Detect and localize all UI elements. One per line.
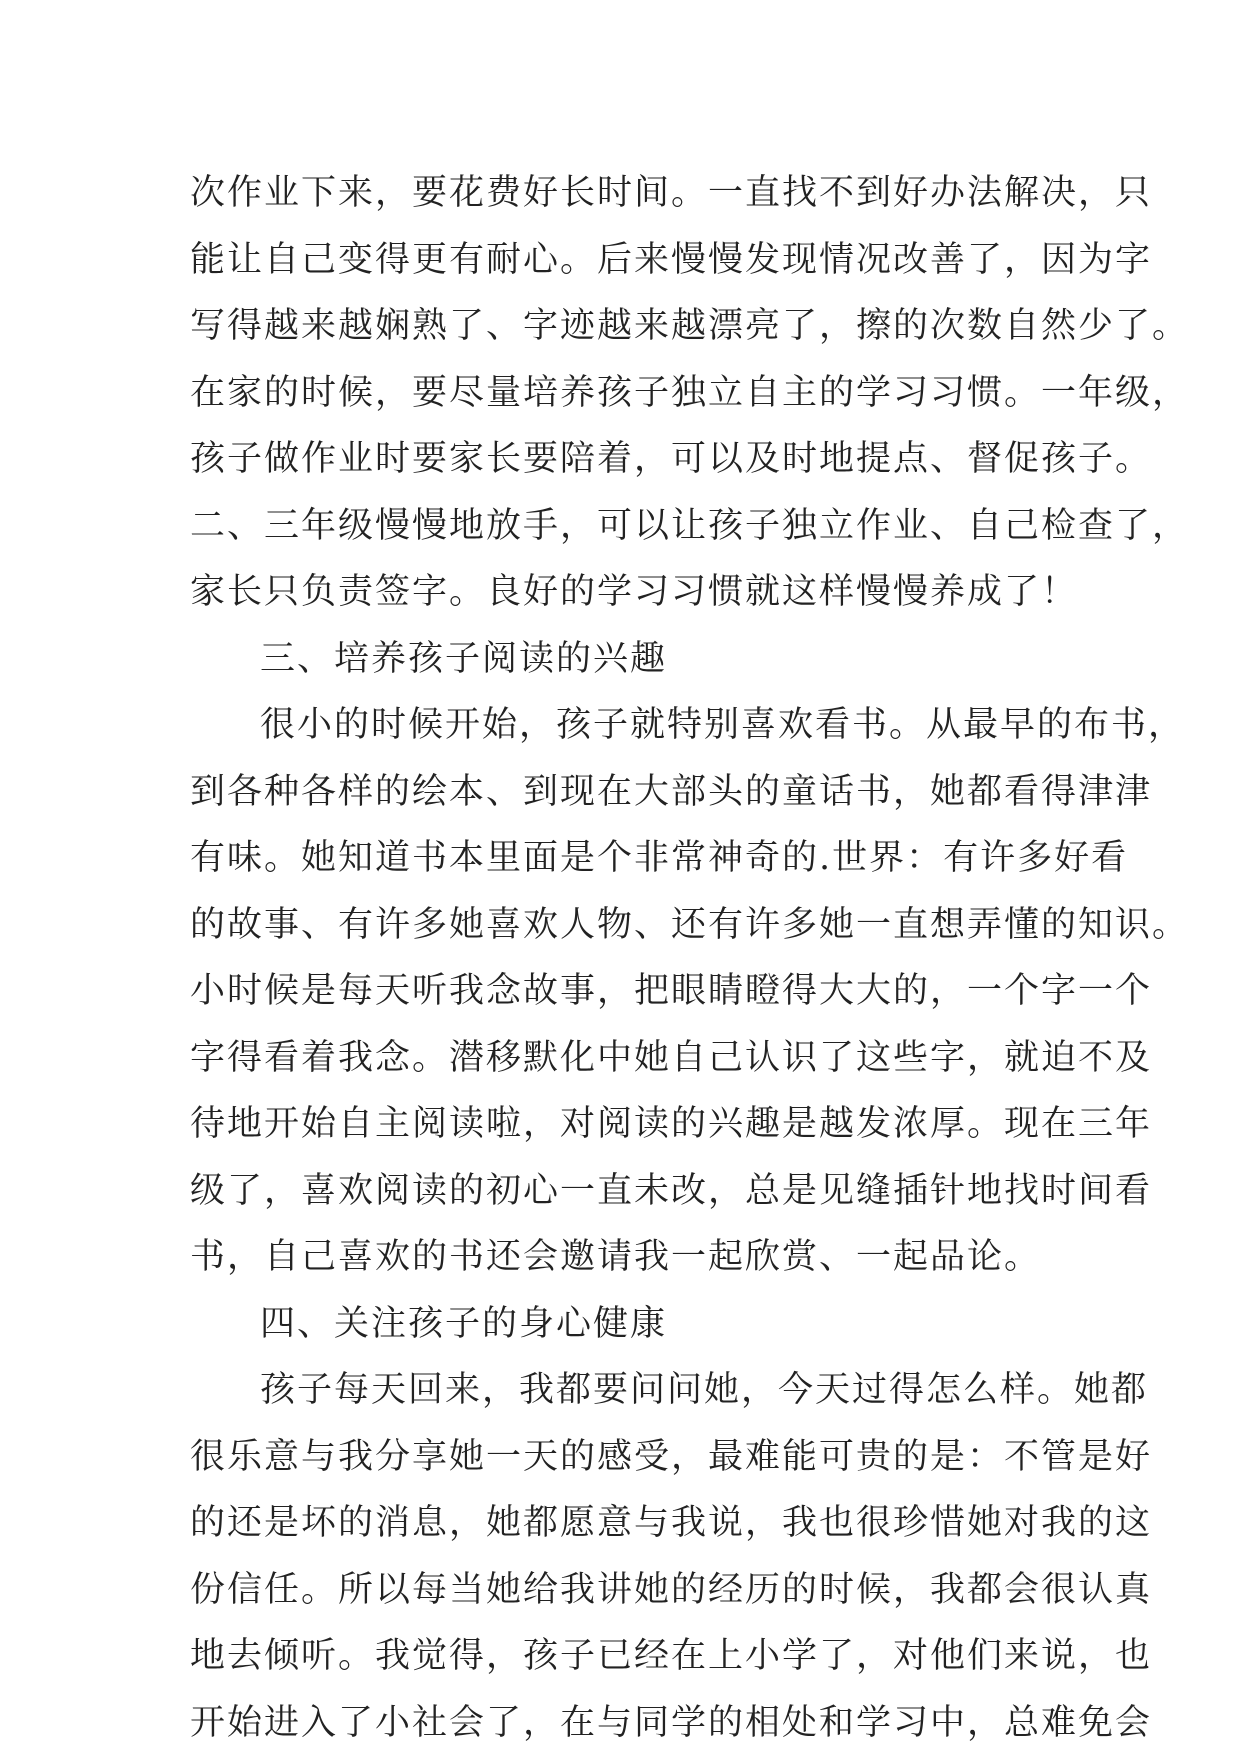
paragraph-start-line: 孩子每天回来，我都要问问她，今天过得怎么样。她都: [190, 1357, 1070, 1424]
text-line: 有味。她知道书本里面是个非常神奇的.世界：有许多好看: [190, 825, 1070, 892]
body-text: [190, 160, 1070, 1756]
text-line: 家长只负责签字。良好的学习习惯就这样慢慢养成了！: [190, 559, 1070, 626]
text-line: 开始进入了小社会了，在与同学的相处和学习中，总难免会: [190, 1690, 1070, 1756]
text-line: 的还是坏的消息，她都愿意与我说，我也很珍惜她对我的这: [190, 1490, 1070, 1557]
section-heading-reading: 三、培养孩子阅读的兴趣: [190, 626, 1070, 693]
text-line: 小时候是每天听我念故事，把眼睛瞪得大大的，一个字一个: [190, 958, 1070, 1025]
text-line: 待地开始自主阅读啦，对阅读的兴趣是越发浓厚。现在三年: [190, 1091, 1070, 1158]
text-line: 份信任。所以每当她给我讲她的经历的时候，我都会很认真: [190, 1557, 1070, 1624]
text-line: 到各种各样的绘本、到现在大部头的童话书，她都看得津津: [190, 759, 1070, 826]
text-line: 二、三年级慢慢地放手，可以让孩子独立作业、自己检查了，: [190, 493, 1070, 560]
text-line: 的故事、有许多她喜欢人物、还有许多她一直想弄懂的知识。: [190, 892, 1070, 959]
paragraph-start-line: 很小的时候开始，孩子就特别喜欢看书。从最早的布书，: [190, 692, 1070, 759]
text-line: 孩子做作业时要家长要陪着，可以及时地提点、督促孩子。: [190, 426, 1070, 493]
text-line: 书，自己喜欢的书还会邀请我一起欣赏、一起品论。: [190, 1224, 1070, 1291]
text-line: 写得越来越娴熟了、字迹越来越漂亮了，擦的次数自然少了。: [190, 293, 1070, 360]
text-line: 级了，喜欢阅读的初心一直未改，总是见缝插针地找时间看: [190, 1158, 1070, 1225]
text-line: 字得看着我念。潜移默化中她自己认识了这些字，就迫不及: [190, 1025, 1070, 1092]
text-line: 地去倾听。我觉得，孩子已经在上小学了，对他们来说，也: [190, 1623, 1070, 1690]
text-line: 在家的时候，要尽量培养孩子独立自主的学习习惯。一年级，: [190, 360, 1070, 427]
text-line: 很乐意与我分享她一天的感受，最难能可贵的是：不管是好: [190, 1424, 1070, 1491]
text-line: 能让自己变得更有耐心。后来慢慢发现情况改善了，因为字: [190, 227, 1070, 294]
text-line: 次作业下来，要花费好长时间。一直找不到好办法解决，只: [190, 160, 1070, 227]
section-heading-health: 四、关注孩子的身心健康: [190, 1291, 1070, 1358]
